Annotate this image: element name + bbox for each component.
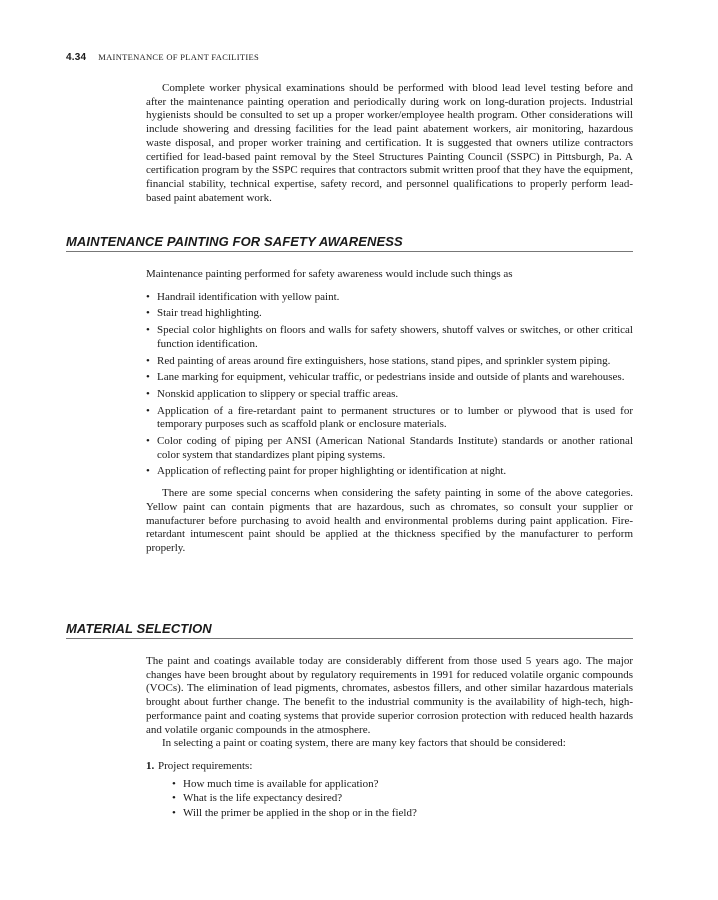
item-label: Project requirements:	[158, 759, 253, 772]
section-heading-material: MATERIAL SELECTION	[66, 621, 633, 639]
list-item: • Application of reflecting paint for proper highlighting or identification at night.	[146, 465, 633, 479]
intro-block	[146, 82, 633, 205]
numbered-item	[146, 760, 633, 821]
running-head	[66, 52, 259, 63]
section-heading-safety: MAINTENANCE PAINTING FOR SAFETY AWARENESS	[66, 234, 633, 252]
page-number: 4.34	[66, 52, 87, 63]
safety-bullet-list	[146, 291, 633, 479]
sub-list-item: • How much time is available for application?	[172, 778, 633, 792]
list-item: • Color coding of piping per ANSI (American National Standards Institute) standards or another rational color system that standardizes plant piping systems.	[146, 435, 633, 462]
section-material-body	[146, 655, 633, 822]
section-lead: Maintenance painting performed for safety awareness would include such things as	[146, 268, 513, 280]
list-item: • Special color highlights on floors and walls for safety showers, shutoff valves or switches, or other critical function identification.	[146, 324, 633, 351]
running-title: MAINTENANCE OF PLANT FACILITIES	[98, 52, 260, 62]
intro-paragraph: Complete worker physical examinations should be performed with blood lead level testing before and after the maintenance painting operation and periodically during work on long-duration projects. Industrial hygienists should be consulted to set up a proper worker/employee health program. Other considerations will include showering and dressing facilities for the lead paint abatement workers, air monitoring, hazardous waste disposal, and proper worker training and certification. It is suggested that owners utilize contractors certified for lead-based paint removal by the Steel Structures Painting Council (SSPC) in Pittsburgh, Pa. A certification program by the SSPC requires that contractors submit written proof that they have the equipment, financial stability, technical expertise, safety record, and personnel qualifications to properly perform lead-based paint abatement work.	[146, 82, 633, 204]
material-paragraph: The paint and coatings available today are considerably different from those used 5 years ago. The major changes have been brought about by regulatory requirements in 1991 for reduced volatile organic compounds (VOCs). The elimination of lead pigments, chromates, asbestos fillers, and other similar hazardous materials brought about further change. The benefit to the industrial community is the availability of high-tech, high-performance paint and coating systems that provide superior corrosion protection with reduced health hazards and volatile organic compounds in the atmosphere.	[146, 655, 633, 736]
list-item: • Handrail identification with yellow paint.	[146, 291, 633, 305]
list-item: • Red painting of areas around fire extinguishers, hose stations, stand pipes, and sprinkler system piping.	[146, 355, 633, 369]
list-item: • Application of a fire-retardant paint to permanent structures or to lumber or plywood that is used for temporary purposes such as scaffold plank or enclosure materials.	[146, 405, 633, 432]
list-item: • Lane marking for equipment, vehicular traffic, or pedestrians inside and outside of plants and warehouses.	[146, 371, 633, 385]
sub-list-item: • What is the life expectancy desired?	[172, 792, 633, 806]
material-paragraph-2: In selecting a paint or coating system, there are many key factors that should be considered:	[162, 737, 566, 750]
section-closing-paragraph: There are some special concerns when considering the safety painting in some of the above categories. Yellow paint can contain pigments that are hazardous, such as chromates, so consult your supplier or manufacturer before purchasing to avoid health and environmental problems during paint application. Fire-retardant intumescent paint should be applied at the thickness specified by the manufacturer to perform properly.	[146, 487, 633, 554]
list-item: • Stair tread highlighting.	[146, 307, 633, 321]
sub-bullet-list	[172, 778, 633, 821]
sub-list-item: • Will the primer be applied in the shop or in the field?	[172, 807, 633, 821]
item-number: 1.	[146, 759, 155, 772]
section-safety-body	[146, 268, 633, 556]
list-item: • Nonskid application to slippery or special traffic areas.	[146, 388, 633, 402]
